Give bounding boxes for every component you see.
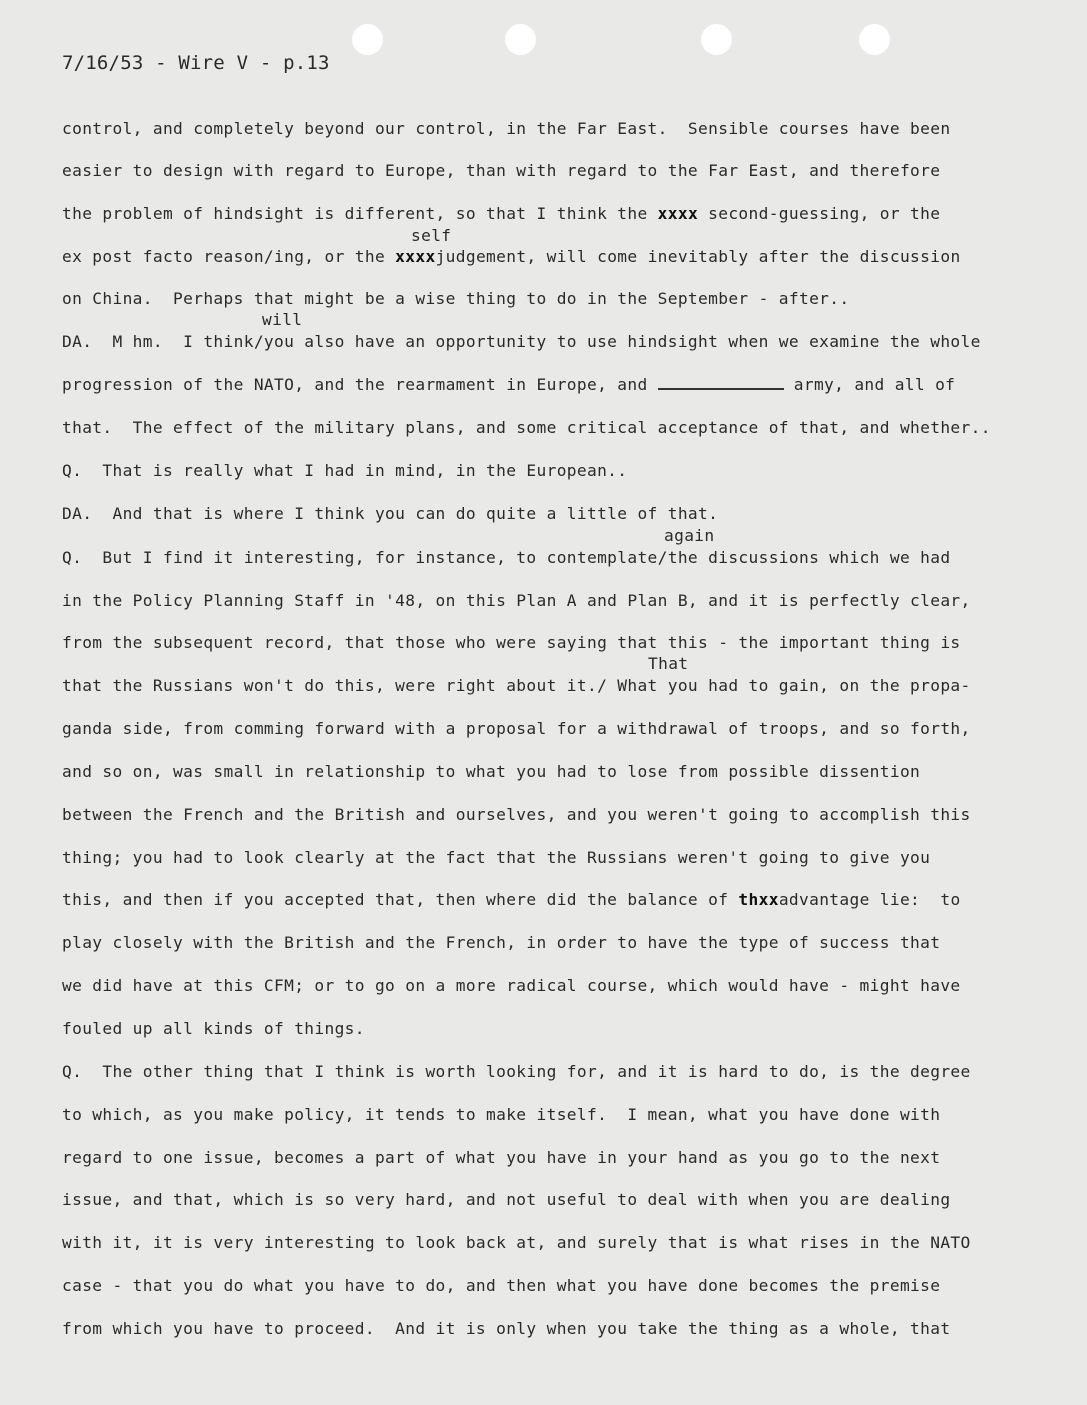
- text-line: we did have at this CFM; or to go on a more radical course, which would have - might have: [62, 976, 961, 995]
- text-line: between the French and the British and ourselves, and you weren't going to accomplish this: [62, 805, 971, 824]
- text-line: Q. But I find it interesting, for instance, to contemplate/the discussions which we had: [62, 548, 951, 567]
- text-line: DA. And that is where I think you can do quite a little of that.: [62, 504, 719, 523]
- text-line: [62, 890, 961, 909]
- text-segment: second-guessing, or the: [698, 204, 941, 223]
- text-line: Q. The other thing that I think is worth looking for, and it is hard to do, is the degree: [62, 1062, 971, 1081]
- handwritten-insert: again: [664, 526, 715, 545]
- text-segment: judgement, will come inevitably after the discussion: [435, 247, 961, 266]
- text-segment: army, and all of: [783, 375, 956, 394]
- text-line: from which you have to proceed. And it is only when you take the thing as a whole, that: [62, 1319, 951, 1338]
- text-line: that. The effect of the military plans, and some critical acceptance of that, and whether..: [62, 418, 991, 437]
- text-line: control, and completely beyond our control, in the Far East. Sensible courses have been: [62, 119, 951, 138]
- text-segment: ex post facto reason/ing, or the: [62, 247, 396, 266]
- text-line: thing; you had to look clearly at the fact that the Russians weren't going to give you: [62, 848, 931, 867]
- punch-hole: [352, 24, 383, 55]
- handwritten-insert: will: [262, 310, 303, 329]
- text-line: in the Policy Planning Staff in '48, on this Plan A and Plan B, and it is perfectly clear,: [62, 591, 971, 610]
- text-line: ganda side, from comming forward with a proposal for a withdrawal of troops, and so forth,: [62, 719, 971, 738]
- punch-hole: [859, 24, 890, 55]
- blank-underline: [658, 376, 784, 390]
- text-segment: this, and then if you accepted that, then where did the balance of: [62, 890, 739, 909]
- text-line: DA. M hm. I think/you also have an opportunity to use hindsight when we examine the whole: [62, 332, 981, 351]
- text-line: that the Russians won't do this, were right about it./ What you had to gain, on the propa-: [62, 676, 971, 695]
- struck-text: xxxx: [657, 204, 699, 223]
- page-header: 7/16/53 - Wire V - p.13: [62, 52, 330, 74]
- text-line: issue, and that, which is so very hard, and not useful to deal with when you are dealing: [62, 1190, 951, 1209]
- text-line: easier to design with regard to Europe, than with regard to the Far East, and therefore: [62, 161, 941, 180]
- text-line: to which, as you make policy, it tends to make itself. I mean, what you have done with: [62, 1105, 941, 1124]
- text-line: from the subsequent record, that those who were saying that this - the important thing is: [62, 633, 961, 652]
- text-line: play closely with the British and the French, in order to have the type of success that: [62, 933, 941, 952]
- text-line: case - that you do what you have to do, and then what you have done becomes the premise: [62, 1276, 941, 1295]
- text-segment: advantage lie: to: [778, 890, 961, 909]
- text-segment: the problem of hindsight is different, so that I think the: [62, 204, 658, 223]
- punch-hole: [701, 24, 732, 55]
- text-line: Q. That is really what I had in mind, in the European..: [62, 461, 628, 480]
- struck-text: thxx: [738, 890, 779, 909]
- text-line: with it, it is very interesting to look back at, and surely that is what rises in the NATO: [62, 1233, 971, 1252]
- punch-hole: [505, 24, 536, 55]
- text-line: fouled up all kinds of things.: [62, 1019, 365, 1038]
- text-line: [62, 204, 940, 223]
- text-line: and so on, was small in relationship to what you had to lose from possible dissention: [62, 762, 921, 781]
- handwritten-insert: That: [648, 654, 689, 673]
- text-line: regard to one issue, becomes a part of what you have in your hand as you go to the next: [62, 1148, 941, 1167]
- text-line: on China. Perhaps that might be a wise thing to do in the September - after..: [62, 289, 850, 308]
- handwritten-insert: self: [411, 226, 452, 245]
- struck-text: xxxx: [395, 247, 436, 266]
- text-line: [62, 375, 955, 394]
- text-segment: progression of the NATO, and the rearmament in Europe, and: [62, 375, 658, 394]
- text-line: [62, 247, 961, 266]
